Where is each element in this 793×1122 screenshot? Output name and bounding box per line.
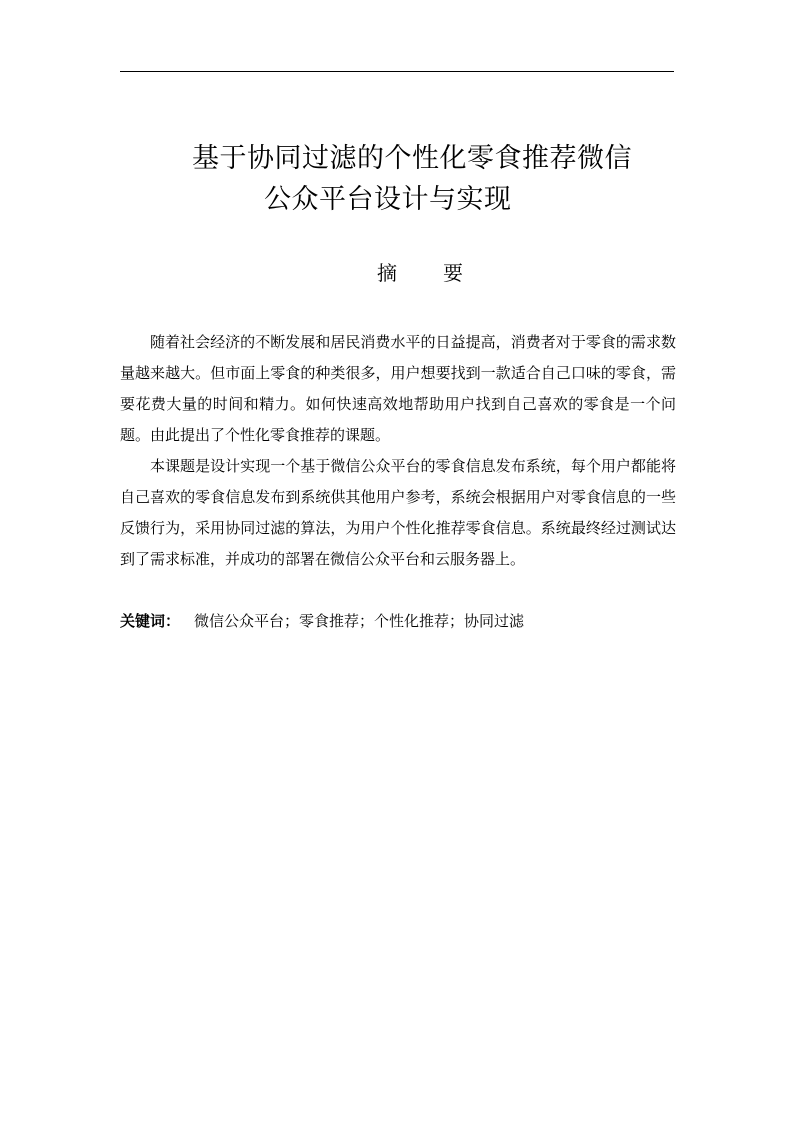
title-line-2: 公众平台设计与实现 bbox=[264, 184, 512, 215]
keywords-label: 关键词： bbox=[120, 612, 181, 630]
abstract-paragraph-2: 本课题是设计实现一个基于微信公众平台的零食信息发布系统，每个用户都能将自己喜欢的零食信息发布到系统供其他用户参考，系统会根据用户对零食信息的一些反馈行为，采用协同过滤的算法，为用户个性化推荐零食信息。系统最终经过测试达到了需求标准，并成功的部署在微信公众平台和云服务器上。 bbox=[120, 457, 676, 568]
abstract-body bbox=[120, 327, 676, 575]
keywords-line bbox=[120, 610, 524, 632]
title-line-1: 基于协同过滤的个性化零食推荐微信 bbox=[192, 143, 632, 174]
header-rule bbox=[120, 71, 674, 72]
keywords-value: 微信公众平台；零食推荐；个性化推荐；协同过滤 bbox=[194, 612, 525, 630]
abstract-paragraph-1: 随着社会经济的不断发展和居民消费水平的日益提高，消费者对于零食的需求数量越来越大。但市面上零食的种类很多，用户想要找到一款适合自己口味的零食，需要花费大量的时间和精力。如何快速高效地帮助用户找到自己喜欢的零食是一个问题。由此提出了个性化零食推荐的课题。 bbox=[120, 333, 676, 444]
abstract-heading: 摘要 bbox=[377, 261, 509, 285]
